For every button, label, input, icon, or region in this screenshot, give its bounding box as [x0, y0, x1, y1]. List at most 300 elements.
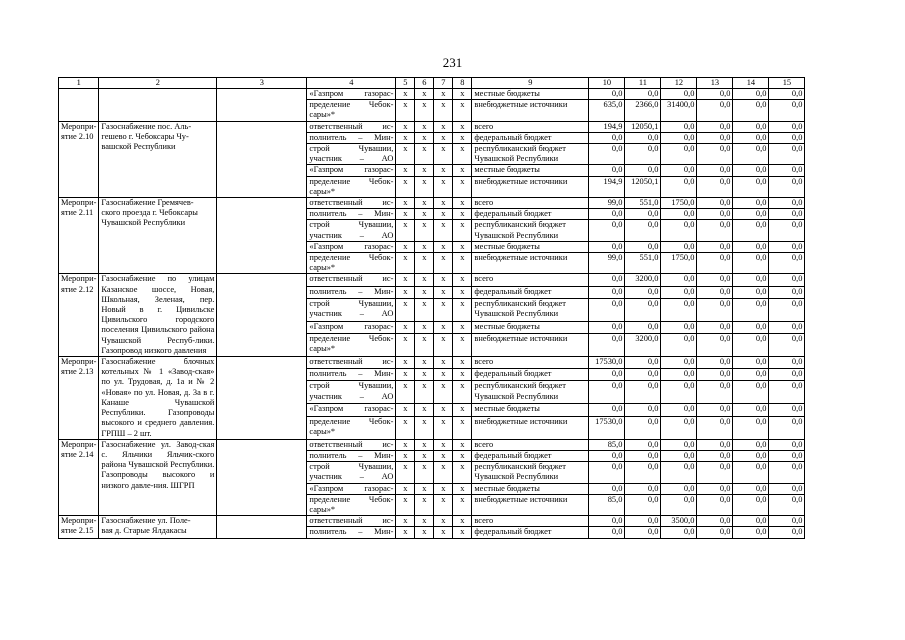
value-cell: 0,0 — [589, 89, 625, 100]
x-mark-cell: x — [453, 439, 472, 450]
x-mark-cell: x — [453, 321, 472, 333]
empty-cell — [217, 274, 307, 357]
x-mark-cell: x — [415, 165, 434, 176]
responsible-cell: строй Чувашии, участник – АО — [307, 462, 396, 483]
x-mark-cell: x — [453, 462, 472, 483]
funding-source-cell: местные бюджеты — [472, 404, 589, 416]
responsible-cell: «Газпром газорас- — [307, 321, 396, 333]
funding-source-cell: федеральный бюджет — [472, 286, 589, 298]
responsible-cell: ответственный ис- — [307, 516, 396, 527]
value-cell: 0,0 — [697, 198, 733, 209]
value-cell: 0,0 — [697, 132, 733, 143]
x-mark-cell: x — [434, 416, 453, 439]
value-cell: 0,0 — [589, 286, 625, 298]
value-cell: 0,0 — [733, 439, 769, 450]
value-cell: 0,0 — [625, 516, 661, 527]
x-mark-cell: x — [453, 298, 472, 321]
value-cell: 0,0 — [697, 100, 733, 121]
empty-cell — [217, 357, 307, 440]
value-cell: 3500,0 — [661, 516, 697, 527]
value-cell: 0,0 — [697, 165, 733, 176]
value-cell: 0,0 — [589, 165, 625, 176]
x-mark-cell: x — [396, 357, 415, 369]
responsible-cell: полнитель – Мин- — [307, 286, 396, 298]
value-cell: 0,0 — [589, 527, 625, 538]
funding-source-cell: внебюджетные источники — [472, 100, 589, 121]
value-cell: 0,0 — [625, 286, 661, 298]
x-mark-cell: x — [415, 176, 434, 197]
x-mark-cell: x — [415, 381, 434, 404]
value-cell: 0,0 — [661, 241, 697, 252]
responsible-cell: пределение Чебок- сары»* — [307, 494, 396, 515]
responsible-cell: полнитель – Мин- — [307, 132, 396, 143]
event-name-cell: Газоснабжение блочных котельных № 1 «Завод-ская» по ул. Трудовая, д. 1а и № 2 «Новая» по ул. Новая, д. 3а в г. Канаше Чувашской Республики. Газопроводы высокого и среднего давления. ГРПШ – 2 шт. — [99, 357, 217, 440]
x-mark-cell: x — [434, 321, 453, 333]
value-cell: 0,0 — [769, 89, 805, 100]
value-cell: 0,0 — [661, 132, 697, 143]
value-cell: 0,0 — [733, 144, 769, 165]
value-cell: 0,0 — [589, 132, 625, 143]
value-cell: 0,0 — [625, 462, 661, 483]
x-mark-cell: x — [453, 333, 472, 356]
value-cell: 0,0 — [589, 209, 625, 220]
value-cell: 0,0 — [697, 516, 733, 527]
x-mark-cell: x — [396, 220, 415, 241]
funding-source-cell: всего — [472, 357, 589, 369]
header-cell: 4 — [307, 78, 396, 89]
value-cell: 85,0 — [589, 494, 625, 515]
x-mark-cell: x — [434, 176, 453, 197]
x-mark-cell: x — [453, 286, 472, 298]
table-row — [59, 357, 805, 369]
value-cell: 1750,0 — [661, 253, 697, 274]
x-mark-cell: x — [396, 209, 415, 220]
empty-cell — [217, 89, 307, 122]
x-mark-cell: x — [396, 100, 415, 121]
x-mark-cell: x — [434, 369, 453, 381]
value-cell: 0,0 — [589, 321, 625, 333]
value-cell: 0,0 — [697, 462, 733, 483]
value-cell: 0,0 — [625, 416, 661, 439]
value-cell: 0,0 — [697, 369, 733, 381]
x-mark-cell: x — [453, 121, 472, 132]
responsible-cell: строй Чувашии, участник – АО — [307, 381, 396, 404]
value-cell: 0,0 — [661, 369, 697, 381]
x-mark-cell: x — [453, 176, 472, 197]
value-cell: 0,0 — [589, 333, 625, 356]
value-cell: 2366,0 — [625, 100, 661, 121]
table-row — [59, 439, 805, 450]
value-cell: 0,0 — [769, 286, 805, 298]
value-cell: 0,0 — [769, 274, 805, 286]
x-mark-cell: x — [415, 439, 434, 450]
x-mark-cell: x — [434, 333, 453, 356]
x-mark-cell: x — [415, 321, 434, 333]
value-cell: 0,0 — [625, 357, 661, 369]
x-mark-cell: x — [415, 404, 434, 416]
value-cell: 0,0 — [625, 450, 661, 461]
value-cell: 0,0 — [625, 439, 661, 450]
responsible-cell: ответственный ис- — [307, 439, 396, 450]
funding-source-cell: республиканский бюджет Чувашской Республики — [472, 462, 589, 483]
x-mark-cell: x — [434, 483, 453, 494]
x-mark-cell: x — [396, 253, 415, 274]
value-cell: 0,0 — [697, 253, 733, 274]
x-mark-cell: x — [434, 198, 453, 209]
value-cell: 0,0 — [769, 241, 805, 252]
responsible-cell: пределение Чебок- сары»* — [307, 253, 396, 274]
budget-table — [58, 77, 805, 539]
value-cell: 0,0 — [733, 286, 769, 298]
x-mark-cell: x — [434, 220, 453, 241]
value-cell: 0,0 — [769, 462, 805, 483]
header-cell: 10 — [589, 78, 625, 89]
x-mark-cell: x — [434, 527, 453, 538]
funding-source-cell: местные бюджеты — [472, 321, 589, 333]
value-cell: 0,0 — [661, 144, 697, 165]
header-cell: 3 — [217, 78, 307, 89]
value-cell: 0,0 — [769, 298, 805, 321]
value-cell: 0,0 — [733, 333, 769, 356]
value-cell: 0,0 — [625, 369, 661, 381]
value-cell: 0,0 — [625, 165, 661, 176]
x-mark-cell: x — [453, 404, 472, 416]
x-mark-cell: x — [415, 89, 434, 100]
value-cell: 0,0 — [769, 321, 805, 333]
x-mark-cell: x — [453, 483, 472, 494]
responsible-cell: «Газпром газорас- — [307, 404, 396, 416]
x-mark-cell: x — [396, 527, 415, 538]
x-mark-cell: x — [434, 357, 453, 369]
value-cell: 0,0 — [733, 241, 769, 252]
value-cell: 0,0 — [697, 89, 733, 100]
value-cell: 0,0 — [697, 176, 733, 197]
x-mark-cell: x — [453, 209, 472, 220]
funding-source-cell: республиканский бюджет Чувашской Республики — [472, 220, 589, 241]
value-cell: 0,0 — [661, 483, 697, 494]
x-mark-cell: x — [396, 298, 415, 321]
value-cell: 0,0 — [769, 527, 805, 538]
value-cell: 0,0 — [697, 298, 733, 321]
x-mark-cell: x — [415, 209, 434, 220]
header-cell: 13 — [697, 78, 733, 89]
value-cell: 0,0 — [661, 439, 697, 450]
value-cell: 17530,0 — [589, 357, 625, 369]
value-cell: 0,0 — [697, 121, 733, 132]
x-mark-cell: x — [415, 494, 434, 515]
funding-source-cell: местные бюджеты — [472, 165, 589, 176]
value-cell: 0,0 — [697, 404, 733, 416]
x-mark-cell: x — [453, 241, 472, 252]
table-row — [59, 198, 805, 209]
event-name-cell: Газоснабжение по улицам Казанское шоссе, Новая, Школьная, Зеленая, пер. Новый в г. Цивильске Цивильского городского поселения Цивильского района Чувашской Респуб-лики. Газопровод низкого давления — [99, 274, 217, 357]
value-cell: 0,0 — [733, 121, 769, 132]
responsible-cell: пределение Чебок- сары»* — [307, 100, 396, 121]
x-mark-cell: x — [434, 165, 453, 176]
funding-source-cell: внебюджетные источники — [472, 176, 589, 197]
value-cell: 0,0 — [661, 298, 697, 321]
funding-source-cell: республиканский бюджет Чувашской Республики — [472, 144, 589, 165]
x-mark-cell: x — [396, 381, 415, 404]
responsible-cell: строй Чувашии, участник – АО — [307, 220, 396, 241]
x-mark-cell: x — [396, 416, 415, 439]
x-mark-cell: x — [453, 89, 472, 100]
value-cell: 0,0 — [697, 357, 733, 369]
value-cell: 0,0 — [661, 286, 697, 298]
funding-source-cell: федеральный бюджет — [472, 209, 589, 220]
value-cell: 0,0 — [589, 298, 625, 321]
value-cell: 0,0 — [661, 333, 697, 356]
value-cell: 0,0 — [733, 165, 769, 176]
x-mark-cell: x — [396, 333, 415, 356]
value-cell: 0,0 — [697, 450, 733, 461]
x-mark-cell: x — [415, 132, 434, 143]
empty-cell — [217, 198, 307, 274]
event-number-cell: Меропри- ятие 2.11 — [59, 198, 99, 274]
value-cell: 0,0 — [769, 516, 805, 527]
x-mark-cell: x — [453, 253, 472, 274]
x-mark-cell: x — [396, 483, 415, 494]
x-mark-cell: x — [453, 100, 472, 121]
x-mark-cell: x — [415, 100, 434, 121]
value-cell: 0,0 — [697, 286, 733, 298]
value-cell: 0,0 — [697, 439, 733, 450]
x-mark-cell: x — [415, 241, 434, 252]
x-mark-cell: x — [396, 462, 415, 483]
x-mark-cell: x — [396, 274, 415, 286]
funding-source-cell: местные бюджеты — [472, 241, 589, 252]
value-cell: 0,0 — [589, 450, 625, 461]
x-mark-cell: x — [453, 516, 472, 527]
responsible-cell: полнитель – Мин- — [307, 209, 396, 220]
responsible-cell: «Газпром газорас- — [307, 89, 396, 100]
responsible-cell: «Газпром газорас- — [307, 241, 396, 252]
funding-source-cell: всего — [472, 516, 589, 527]
value-cell: 0,0 — [733, 357, 769, 369]
x-mark-cell: x — [434, 274, 453, 286]
x-mark-cell: x — [415, 357, 434, 369]
x-mark-cell: x — [434, 241, 453, 252]
value-cell: 0,0 — [733, 494, 769, 515]
x-mark-cell: x — [415, 286, 434, 298]
responsible-cell: полнитель – Мин- — [307, 369, 396, 381]
value-cell: 0,0 — [733, 369, 769, 381]
x-mark-cell: x — [415, 416, 434, 439]
value-cell: 0,0 — [661, 220, 697, 241]
responsible-cell: полнитель – Мин- — [307, 450, 396, 461]
value-cell: 0,0 — [697, 416, 733, 439]
table-row — [59, 516, 805, 527]
value-cell: 0,0 — [733, 89, 769, 100]
x-mark-cell: x — [415, 516, 434, 527]
value-cell: 0,0 — [733, 450, 769, 461]
funding-source-cell: республиканский бюджет Чувашской Республики — [472, 381, 589, 404]
value-cell: 0,0 — [625, 89, 661, 100]
x-mark-cell: x — [415, 198, 434, 209]
value-cell: 0,0 — [661, 527, 697, 538]
value-cell: 0,0 — [769, 450, 805, 461]
value-cell: 0,0 — [769, 198, 805, 209]
header-cell: 15 — [769, 78, 805, 89]
funding-source-cell: внебюджетные источники — [472, 333, 589, 356]
x-mark-cell: x — [453, 416, 472, 439]
value-cell: 0,0 — [733, 527, 769, 538]
value-cell: 0,0 — [697, 321, 733, 333]
funding-source-cell: местные бюджеты — [472, 89, 589, 100]
x-mark-cell: x — [415, 220, 434, 241]
x-mark-cell: x — [453, 527, 472, 538]
funding-source-cell: всего — [472, 121, 589, 132]
value-cell: 0,0 — [697, 494, 733, 515]
event-name-cell: Газоснабжение пос. Аль- гешево г. Чебоксары Чу- вашской Республики — [99, 121, 217, 197]
value-cell: 0,0 — [769, 439, 805, 450]
funding-source-cell: федеральный бюджет — [472, 527, 589, 538]
value-cell: 0,0 — [589, 144, 625, 165]
funding-source-cell: федеральный бюджет — [472, 369, 589, 381]
value-cell: 0,0 — [697, 527, 733, 538]
funding-source-cell: внебюджетные источники — [472, 494, 589, 515]
x-mark-cell: x — [453, 220, 472, 241]
x-mark-cell: x — [415, 253, 434, 274]
value-cell: 0,0 — [769, 176, 805, 197]
funding-source-cell: республиканский бюджет Чувашской Республики — [472, 298, 589, 321]
header-row — [59, 78, 805, 89]
funding-source-cell: местные бюджеты — [472, 483, 589, 494]
value-cell: 0,0 — [589, 241, 625, 252]
header-cell: 8 — [453, 78, 472, 89]
responsible-cell: ответственный ис- — [307, 357, 396, 369]
x-mark-cell: x — [434, 494, 453, 515]
value-cell: 551,0 — [625, 198, 661, 209]
header-cell: 9 — [472, 78, 589, 89]
x-mark-cell: x — [434, 462, 453, 483]
x-mark-cell: x — [453, 274, 472, 286]
value-cell: 0,0 — [769, 494, 805, 515]
x-mark-cell: x — [453, 450, 472, 461]
value-cell: 0,0 — [733, 274, 769, 286]
value-cell: 0,0 — [661, 462, 697, 483]
x-mark-cell: x — [453, 165, 472, 176]
x-mark-cell: x — [453, 144, 472, 165]
x-mark-cell: x — [415, 298, 434, 321]
value-cell: 0,0 — [697, 333, 733, 356]
value-cell: 0,0 — [733, 321, 769, 333]
event-number-cell: Меропри- ятие 2.10 — [59, 121, 99, 197]
funding-source-cell: федеральный бюджет — [472, 132, 589, 143]
value-cell: 0,0 — [733, 132, 769, 143]
event-name-cell: Газоснабжение Гремячев- ского проезда г. Чебоксары Чувашской Республики — [99, 198, 217, 274]
value-cell: 17530,0 — [589, 416, 625, 439]
value-cell: 0,0 — [589, 404, 625, 416]
header-cell: 11 — [625, 78, 661, 89]
header-cell: 7 — [434, 78, 453, 89]
value-cell: 12050,1 — [625, 121, 661, 132]
value-cell: 0,0 — [661, 450, 697, 461]
value-cell: 0,0 — [697, 144, 733, 165]
value-cell: 0,0 — [625, 381, 661, 404]
x-mark-cell: x — [434, 439, 453, 450]
table-row — [59, 274, 805, 286]
value-cell: 0,0 — [625, 321, 661, 333]
x-mark-cell: x — [396, 198, 415, 209]
value-cell: 0,0 — [589, 220, 625, 241]
value-cell: 0,0 — [589, 369, 625, 381]
x-mark-cell: x — [396, 369, 415, 381]
x-mark-cell: x — [415, 527, 434, 538]
x-mark-cell: x — [434, 253, 453, 274]
x-mark-cell: x — [396, 286, 415, 298]
x-mark-cell: x — [415, 462, 434, 483]
value-cell: 0,0 — [733, 404, 769, 416]
x-mark-cell: x — [434, 450, 453, 461]
value-cell: 0,0 — [769, 357, 805, 369]
value-cell: 0,0 — [625, 298, 661, 321]
table-body — [59, 78, 805, 539]
value-cell: 12050,1 — [625, 176, 661, 197]
x-mark-cell: x — [434, 132, 453, 143]
value-cell: 0,0 — [733, 176, 769, 197]
value-cell: 0,0 — [733, 381, 769, 404]
x-mark-cell: x — [434, 298, 453, 321]
value-cell: 551,0 — [625, 253, 661, 274]
responsible-cell: полнитель – Мин- — [307, 527, 396, 538]
funding-source-cell: всего — [472, 439, 589, 450]
value-cell: 0,0 — [661, 381, 697, 404]
x-mark-cell: x — [434, 286, 453, 298]
x-mark-cell: x — [396, 439, 415, 450]
table-row — [59, 89, 805, 100]
value-cell: 0,0 — [661, 176, 697, 197]
x-mark-cell: x — [415, 144, 434, 165]
x-mark-cell: x — [453, 369, 472, 381]
page-number: 231 — [442, 55, 463, 70]
value-cell: 1750,0 — [661, 198, 697, 209]
value-cell: 0,0 — [661, 494, 697, 515]
x-mark-cell: x — [396, 516, 415, 527]
x-mark-cell: x — [415, 483, 434, 494]
x-mark-cell: x — [396, 132, 415, 143]
value-cell: 0,0 — [769, 253, 805, 274]
x-mark-cell: x — [396, 404, 415, 416]
value-cell: 0,0 — [589, 483, 625, 494]
value-cell: 3200,0 — [625, 333, 661, 356]
value-cell: 0,0 — [769, 165, 805, 176]
responsible-cell: ответственный ис- — [307, 198, 396, 209]
value-cell: 99,0 — [589, 198, 625, 209]
responsible-cell: строй Чувашии, участник – АО — [307, 298, 396, 321]
value-cell: 3200,0 — [625, 274, 661, 286]
value-cell: 0,0 — [697, 274, 733, 286]
x-mark-cell: x — [434, 144, 453, 165]
value-cell: 0,0 — [769, 369, 805, 381]
empty-cell — [217, 439, 307, 515]
value-cell: 0,0 — [769, 220, 805, 241]
value-cell: 0,0 — [625, 132, 661, 143]
empty-cell — [217, 121, 307, 197]
value-cell: 0,0 — [733, 198, 769, 209]
value-cell: 0,0 — [661, 404, 697, 416]
header-cell: 6 — [415, 78, 434, 89]
value-cell: 0,0 — [661, 357, 697, 369]
value-cell: 0,0 — [733, 516, 769, 527]
value-cell: 0,0 — [661, 209, 697, 220]
value-cell: 635,0 — [589, 100, 625, 121]
x-mark-cell: x — [453, 494, 472, 515]
value-cell: 0,0 — [589, 462, 625, 483]
empty-cell — [59, 89, 99, 122]
x-mark-cell: x — [415, 333, 434, 356]
value-cell: 0,0 — [661, 89, 697, 100]
